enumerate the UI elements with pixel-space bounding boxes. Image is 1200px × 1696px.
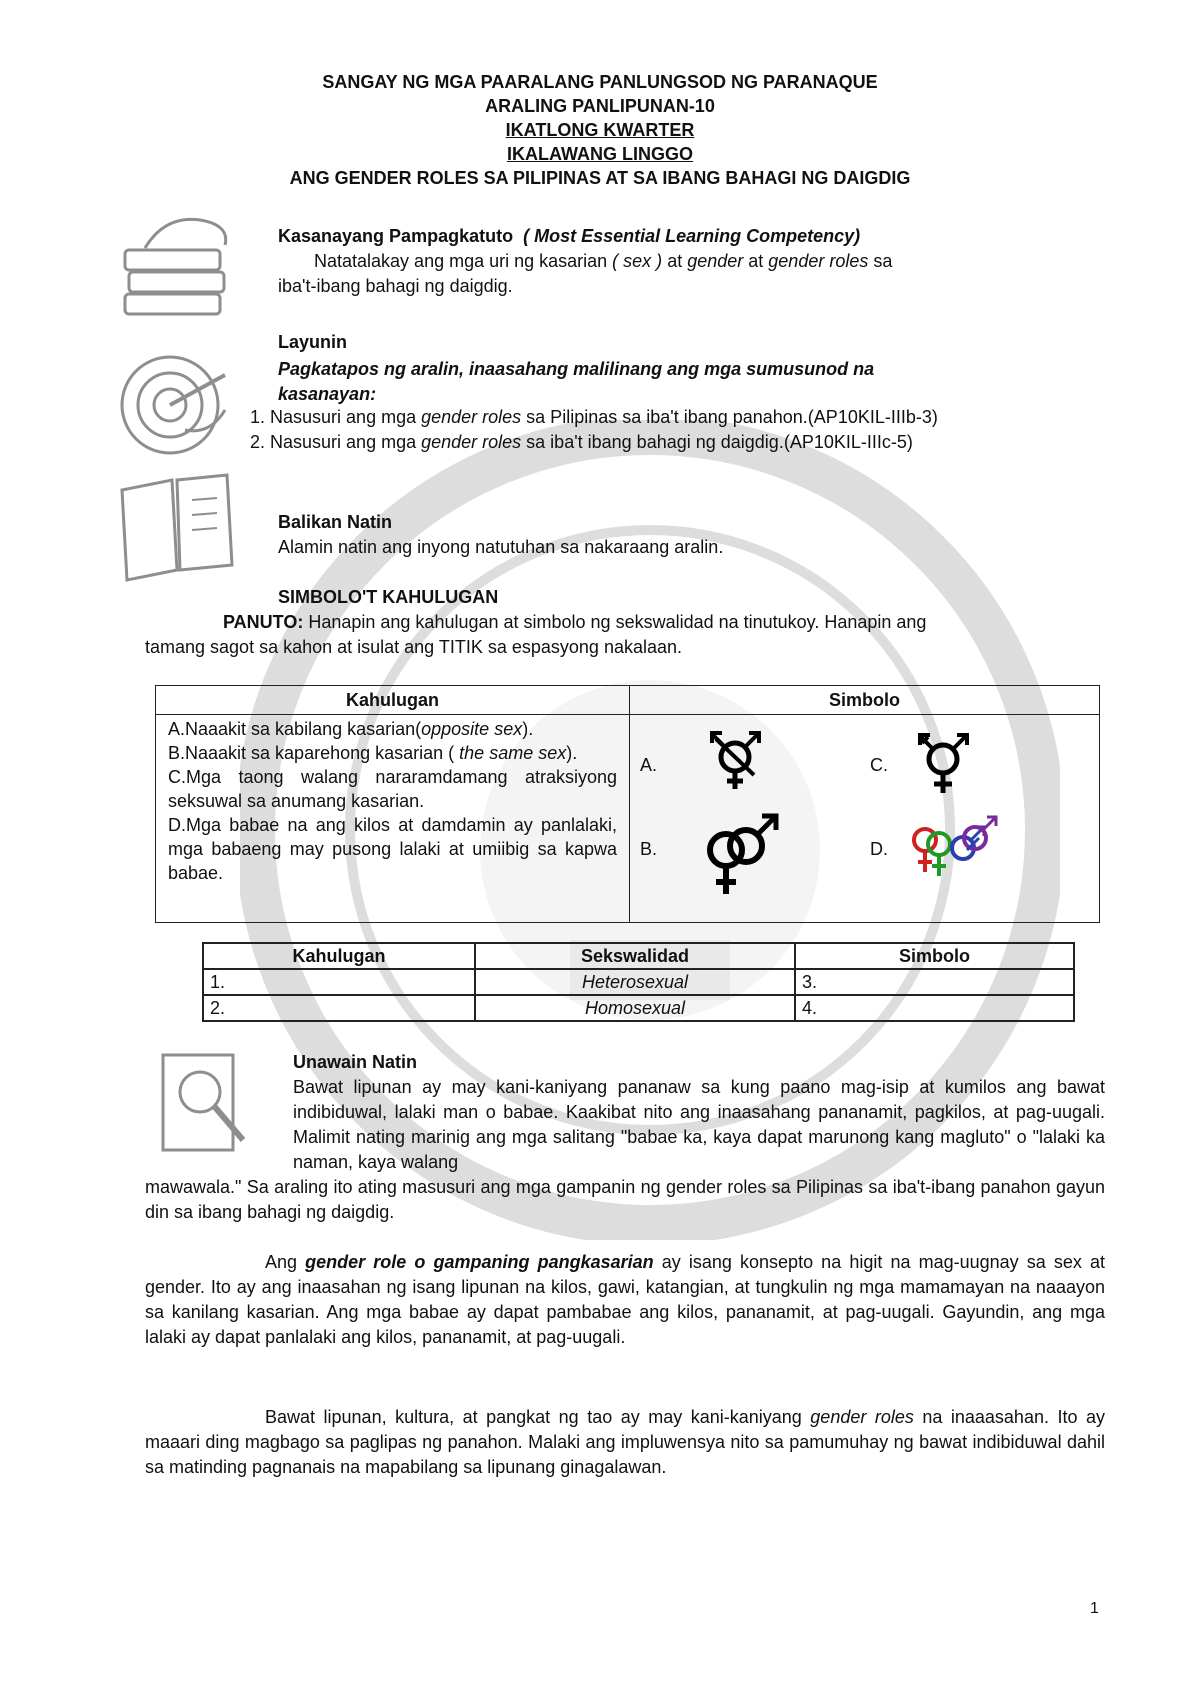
heterosexual-symbol-icon — [698, 810, 788, 900]
layunin-intro: Pagkatapos ng aralin, inaasahang malilinang ang mga sumusunod na — [278, 359, 875, 379]
unawain-paragraph-continued: mawawala." Sa araling ito ating masusuri ang mga gampanin ng gender roles sa Pilipinas sa iba't-ibang panahon gayun din sa ibang bahagi ng daigdig. — [145, 1177, 1105, 1222]
kahulugan-d: D.Mga babae na ang kilos at damdamin ay panlalaki, mga babaeng may pusong lalaki at umiibig sa kapwa babae. — [168, 815, 617, 883]
panuto-text: tamang sagot sa kahon at isulat ang TITIK sa espasyong nakalaan. — [145, 637, 683, 657]
kasanayan-subtitle: ( Most Essential Learning Competency) — [523, 226, 861, 246]
header-line-5: ANG GENDER ROLES SA PILIPINAS AT SA IBANG BAHAGI NG DAIGDIG — [289, 168, 911, 188]
table-header: Simbolo — [795, 943, 1074, 969]
unawain-paragraph: Bawat lipunan ay may kani-kaniyang pananaw sa kung paano mag-isip at kumilos ang bawat indibiduwal, lalaki man o babae. Kaakibat nito ang inaasahang pananamit, pagkilos, at pag-uugali. Malimit nating marinig ang mga salitang "babae ka, kaya dapat marunong kang magluto" o "lalaki ka naman, kaya walang — [293, 1077, 1105, 1172]
list-item: 1. Nasusuri ang mga gender roles sa Pilipinas sa iba't ibang panahon.(AP10KIL-IIIb-3) — [250, 407, 938, 427]
panuto-section — [145, 610, 1105, 660]
lgbt-symbols-icon — [905, 810, 1005, 895]
asexual-symbol-icon — [702, 727, 772, 797]
layunin-intro: kasanayan: — [278, 384, 377, 404]
transgender-symbol-icon — [908, 727, 978, 797]
header-line-3: IKATLONG KWARTER — [505, 120, 695, 140]
kahulugan-b: B.Naaakit sa kaparehong kasarian ( the same sex). — [168, 743, 578, 763]
kasanayan-text: sa — [868, 251, 893, 271]
panuto-label: PANUTO: — [223, 612, 304, 632]
table-cell: 2. — [203, 995, 475, 1021]
kasanayan-text: gender roles — [768, 251, 869, 271]
symbol-label-d: D. — [870, 839, 888, 859]
header-line-4: IKALAWANG LINGGO — [507, 144, 693, 164]
layunin-title: Layunin — [278, 332, 348, 352]
kasanayan-title: Kasanayang Pampagkatuto — [278, 226, 514, 246]
gender-roles-society-paragraph: Bawat lipunan, kultura, at pangkat ng tao ay may kani-kaniyang gender roles na inaaasahan. Ito ay maaari ding magbago sa paglipas ng panahon. Malaki ang impluwensya nito sa pamumuhay ng bawat indibiduwal dahil sa matinding pagnanais na mapabilang sa lipunang ginagalawan. — [145, 1407, 1105, 1477]
balikan-section — [278, 510, 1078, 560]
layunin-list — [250, 405, 1110, 455]
table-row — [203, 995, 1074, 1021]
kahulugan-a: A.Naaakit sa kabilang kasarian(opposite sex). — [168, 719, 534, 739]
magnifier-paper-icon — [158, 1050, 263, 1160]
kasanayan-text: ( sex ) — [612, 251, 663, 271]
kasanayan-section — [278, 224, 1098, 299]
unawain-title: Unawain Natin — [293, 1052, 418, 1072]
list-item: 2. Nasusuri ang mga gender roles sa iba't ibang bahagi ng daigdig.(AP10KIL-IIIc-5) — [250, 432, 913, 452]
target-icon — [115, 350, 240, 460]
table-cell: 1. — [203, 969, 475, 995]
document-header — [0, 70, 1200, 190]
table-cell: 3. — [795, 969, 1074, 995]
panuto-text: Hanapin ang kahulugan at simbolo ng sekswalidad na tinutukoy. Hanapin ang — [303, 612, 927, 632]
books-icon — [115, 210, 240, 320]
page-number: 1 — [1090, 1600, 1099, 1617]
header-line-1: SANGAY NG MGA PAARALANG PANLUNGSOD NG PARANAQUE — [322, 72, 878, 92]
table-header: Sekswalidad — [475, 943, 795, 969]
table-header: Kahulugan — [203, 943, 475, 969]
kasanayan-text: at — [662, 251, 688, 271]
header-line-2: ARALING PANLIPUNAN-10 — [485, 96, 715, 116]
simbolo-title: SIMBOLO'T KAHULUGAN — [278, 587, 499, 607]
table-cell: Homosexual — [475, 995, 795, 1021]
kasanayan-text: iba't-ibang bahagi ng daigdig. — [278, 276, 513, 296]
simbolo-cell — [630, 715, 1100, 923]
table-row — [203, 969, 1074, 995]
table-cell: 4. — [795, 995, 1074, 1021]
gender-role-paragraph: Ang gender role o gampaning pangkasarian ay isang konsepto na higit na mag-uugnay sa sex at gender. Ito ay ang inaasahan ng isang lipunan na kilos, gawi, katangian, at tungkulin ng mga mamamayan na naaayon sa kanilang kasarian. Ang mga babae ay dapat pambabae ang kilos, pananamit, at pag-uugali. Gayundin, ang mga lalaki ay dapat panlalaki ang kilos, pananamit, at pag-uugali. — [145, 1252, 1105, 1347]
symbol-label-c: C. — [870, 755, 888, 775]
kahulugan-cell — [156, 715, 630, 923]
open-book-icon — [112, 470, 242, 585]
symbol-label-b: B. — [640, 839, 658, 859]
table-header: Kahulugan — [156, 686, 630, 715]
kasanayan-text: gender — [687, 251, 744, 271]
balikan-title: Balikan Natin — [278, 512, 393, 532]
layunin-section — [278, 330, 1098, 407]
table-cell: Heterosexual — [475, 969, 795, 995]
kasanayan-text: at — [743, 251, 769, 271]
kahulugan-simbolo-table — [155, 685, 1100, 923]
symbol-label-a: A. — [640, 755, 658, 775]
sekswalidad-table — [202, 942, 1075, 1022]
kahulugan-c: C.Mga taong walang nararamdamang atraksiyong seksuwal sa anumang kasarian. — [168, 767, 617, 811]
balikan-text: Alamin natin ang inyong natutuhan sa nakaraang aralin. — [278, 537, 724, 557]
table-header: Simbolo — [630, 686, 1100, 715]
kasanayan-text: Natatalakay ang mga uri ng kasarian — [314, 251, 613, 271]
